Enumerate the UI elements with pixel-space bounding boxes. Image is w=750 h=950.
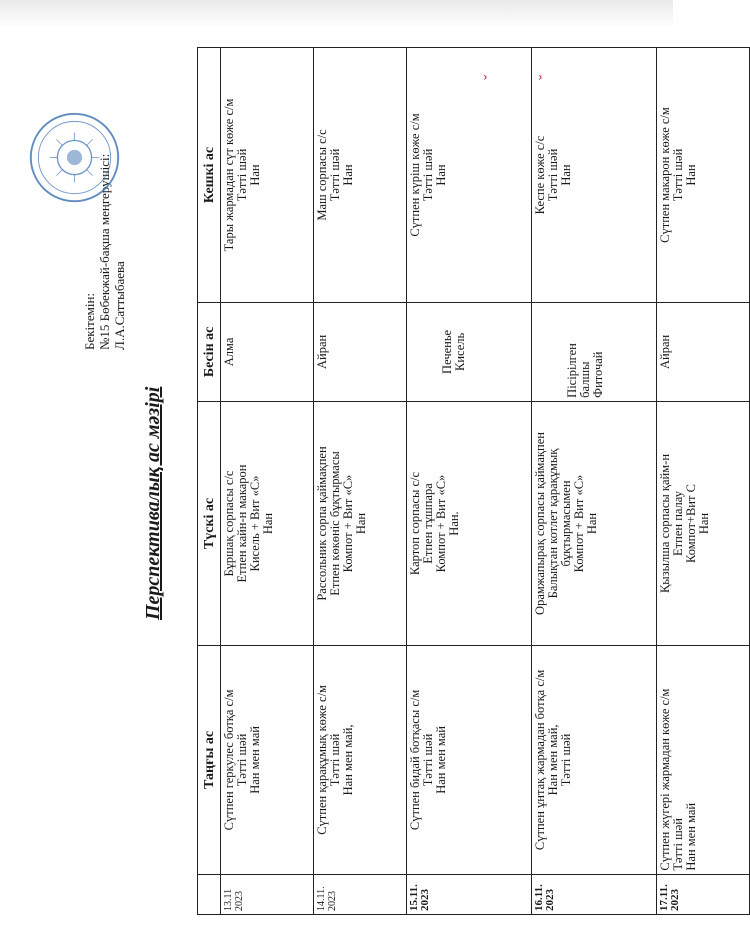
menu-item: Компот + Вит «С» [341, 474, 355, 573]
menu-item: Тәтті шәй [235, 733, 249, 787]
menu-item: Нан [261, 512, 275, 535]
menu-item: Етпен көкөніс бұқтырмасы [328, 451, 342, 596]
menu-item: Сүтпен ұнтақ жармадан ботқа с/м [533, 669, 547, 851]
menu-item: Кеспе көже с/с [533, 135, 547, 215]
snack-cell [407, 303, 532, 402]
menu-item: Компот + Вит «С» [434, 474, 448, 573]
menu-item: Нан мен май [684, 802, 698, 871]
menu-item: Нан [559, 164, 573, 186]
menu-item: Етпен палау [671, 491, 685, 556]
menu-item: Нан [354, 512, 368, 535]
menu-item: Айран [315, 334, 329, 370]
menu-item: Тәтті шәй [328, 148, 342, 202]
menu-item: Тары жармадан сүт көже с/м [222, 98, 236, 252]
snack-cell [657, 303, 750, 402]
menu-item: Тәтті шәй [328, 733, 342, 787]
menu-item: Компот + Вит «С» [572, 474, 586, 573]
dinner-cell [532, 48, 657, 303]
menu-item: балшы [578, 361, 592, 398]
approval-line: №15 Бөбекжай-бақша меңгерушісі: [97, 153, 112, 350]
menu-item: Тәтті шәй [421, 733, 435, 787]
menu-item: Етпен кайн-н макарон [235, 464, 249, 583]
snack-cell [221, 303, 314, 402]
date-cell: 13.11 2023 [221, 874, 314, 914]
header-snack: Бесін ас [198, 303, 221, 402]
menu-item: Кисель [453, 332, 467, 372]
menu-item: Тәтті шәй [546, 148, 560, 202]
red-pen-mark: ˇ [482, 74, 499, 80]
menu-item: Нан [585, 512, 599, 535]
lunch-cell [407, 401, 532, 645]
menu-item: Картоп сорпасы с/с [408, 471, 422, 576]
official-seal-stamp [27, 110, 122, 205]
menu-item: Тәтті шәй [671, 148, 685, 202]
menu-item: Сүтпен макарон көже с/м [658, 107, 672, 243]
menu-item: Сүтпен күріш көже с/м [408, 113, 422, 237]
menu-item: бұқтырмасымен [559, 480, 573, 567]
menu-sheet [12, 20, 711, 940]
menu-item: Нан. [447, 511, 461, 536]
menu-item: Сүтпен жүгері жармадан көже с/м [658, 688, 672, 871]
table-row [657, 48, 750, 915]
menu-item: Нан [684, 164, 698, 186]
menu-item: Сүтпен бидай ботқасы с/м [408, 689, 422, 831]
header-breakfast: Таңғы ас [198, 646, 221, 874]
menu-item: Тәтті шәй [559, 733, 573, 787]
approval-line: Бекітемін: [82, 292, 97, 350]
menu-item: Пісірілген [565, 343, 579, 398]
menu-item: Печенье [440, 329, 454, 374]
date-cell: 16.11. 2023 [532, 874, 657, 914]
menu-item: Бұршақ сорпасы с/с [222, 470, 236, 577]
menu-item: Кисель + Вит «С» [248, 475, 262, 572]
lunch-cell [314, 401, 407, 645]
breakfast-cell [407, 646, 532, 874]
menu-item: Сүтпен қарақұмық көже с/м [315, 685, 329, 835]
lunch-cell [221, 401, 314, 645]
breakfast-cell [314, 646, 407, 874]
menu-item: Рассольник сорпа қаймақпен [315, 446, 329, 601]
menu-item: Нан мен май [248, 726, 262, 794]
menu-item: Тәтті шәй [421, 148, 435, 202]
dinner-cell [221, 48, 314, 303]
red-pen-mark: ˇ [537, 74, 554, 80]
table-row [532, 48, 657, 915]
dinner-cell [407, 48, 532, 303]
dinner-cell [314, 48, 407, 303]
lunch-cell [532, 401, 657, 645]
menu-item: Айран [658, 334, 672, 370]
menu-item: Нан мен май [434, 726, 448, 794]
menu-item: Нан мен май, [546, 724, 560, 796]
date-cell: 15.11. 2023 [407, 874, 532, 914]
header-dinner: Кешкі ас [198, 48, 221, 303]
menu-item: Нан [341, 164, 355, 186]
menu-item: Сүтпен геркулес ботқа с/м [222, 689, 236, 831]
table-row [314, 48, 407, 915]
menu-item: Етпен тұшпара [421, 483, 435, 564]
document-title: Перспективалық ас мәзірі [142, 386, 164, 620]
menu-item: Маш сорпасы с/с [315, 129, 329, 221]
dinner-cell [657, 48, 750, 303]
header-lunch: Түскі ас [198, 401, 221, 645]
menu-item: Балықтан котлет қарақұмық [546, 448, 560, 599]
table-row [407, 48, 532, 915]
menu-table [197, 47, 750, 915]
lunch-cell [657, 401, 750, 645]
menu-item: Тәтті шәй [235, 148, 249, 202]
menu-item: Қызылша сорпасы қайм-н [658, 453, 672, 594]
menu-item: Алма [222, 337, 236, 367]
menu-item: Фиточай [591, 351, 605, 398]
menu-item: Тәтті шәй [671, 818, 685, 871]
menu-item: Нан мен май, [341, 724, 355, 796]
menu-item: Орамжапырақ сорпасы қаймақпен [533, 432, 547, 615]
date-cell: 14.11. 2023 [314, 874, 407, 914]
breakfast-cell [532, 646, 657, 874]
menu-item: Нан [697, 512, 711, 535]
table-row [221, 48, 314, 915]
breakfast-cell [657, 646, 750, 874]
date-cell: 17.11. 2023 [657, 874, 750, 914]
approval-line: Л.А.Саттыбаева [112, 261, 127, 350]
snack-cell [314, 303, 407, 402]
breakfast-cell [221, 646, 314, 874]
menu-item: Компот+Вит С [684, 484, 698, 563]
header-date [198, 874, 221, 914]
snack-cell [532, 303, 657, 402]
table-header-row [198, 48, 221, 915]
menu-item: Нан [248, 164, 262, 186]
menu-item: Нан [434, 164, 448, 186]
